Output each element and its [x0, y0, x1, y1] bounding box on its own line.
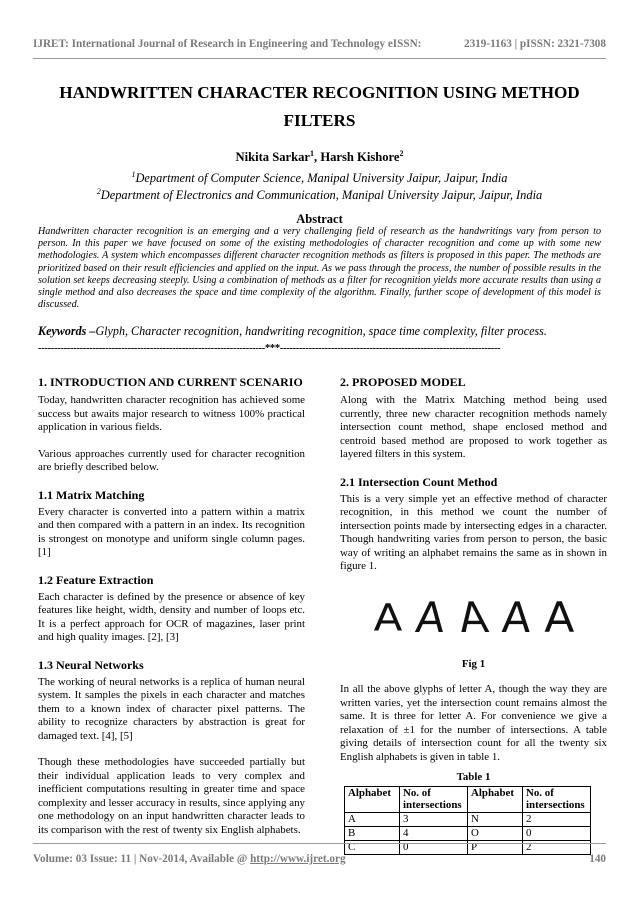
- abstract-heading: Abstract: [296, 212, 343, 226]
- running-footer: [33, 853, 606, 865]
- affiliation-1-text: Department of Computer Science, Manipal University Jaipur, Jaipur, India: [135, 171, 508, 185]
- affiliation-1-num: 1: [131, 169, 136, 179]
- keywords-label: Keywords –: [38, 324, 96, 338]
- table-cell: 2: [523, 840, 591, 854]
- section-1-para-1: Today, handwritten character recognition has achieved some success but awaits major research to witness 100% practical application in various fields.: [38, 394, 305, 433]
- footer-rule: [33, 843, 606, 844]
- section-1-2-heading: 1.2 Feature Extraction: [38, 572, 154, 587]
- section-1-1-heading: 1.1 Matrix Matching: [38, 487, 145, 502]
- table-cell: 3: [400, 812, 468, 826]
- section-2-1-heading: 2.1 Intersection Count Method: [340, 474, 498, 489]
- glyph-a-2: A: [413, 592, 448, 642]
- section-1-3-para-2: Though these methodologies have succeeded partially but their individual application leads to very complex and inefficient computations resulting in greater time and space complexity and lesser accuracy in results, since applying any one methodology on an input handwritten character leads to its comparison with the rest of twenty six English alphabets.: [38, 756, 305, 836]
- header-rule: [33, 58, 606, 59]
- author-1: Nikita Sarkar: [235, 150, 311, 164]
- author-1-sup: 1: [310, 148, 315, 158]
- table-header-count-1: No. of intersections: [400, 786, 468, 812]
- running-header: [33, 38, 606, 50]
- affiliation-2: [33, 188, 606, 203]
- section-1-heading: 1. INTRODUCTION AND CURRENT SCENARIO: [38, 375, 303, 389]
- abstract-text: Handwritten character recognition is an emerging and a very challenging field of research as the handwritings vary from person to person. In this paper we have focused on some of the existing methodologies of character recognition and come up with some new methodologies. A system which encompasses different character recognition methods as filters is proposed in this paper. The methods are prioritized based on their result efficiencies and applied on the input. As we pass through the process, the number of possible results in the solution set keeps decreasing steeply. Using a combination of methods as a filter for recognition yields more accurate results than using a single method and also decreases the space and time complexity of the algorithm. Finally, further scope of development of this model is discussed.: [38, 226, 601, 311]
- journal-link[interactable]: http://www.ijret.org: [250, 853, 346, 865]
- section-2-heading: 2. PROPOSED MODEL: [340, 375, 466, 389]
- table-cell: N: [468, 812, 523, 826]
- page-number: 140: [589, 853, 606, 865]
- table-cell: O: [468, 826, 523, 840]
- section-separator: -----------------------------------------------------------------------***---------------------------------------------------------------------: [38, 343, 501, 354]
- table-cell: P: [468, 840, 523, 854]
- title-line-1: HANDWRITTEN CHARACTER RECOGNITION USING METHOD: [59, 83, 580, 102]
- keywords-text: Glyph, Character recognition, handwriting recognition, space time complexity, filter process.: [95, 324, 547, 338]
- figure-1-handwritten-glyphs: [340, 592, 607, 644]
- author-2: Harsh Kishore: [320, 150, 400, 164]
- table-cell: B: [345, 826, 400, 840]
- table-header-alphabet-1: Alphabet: [345, 786, 400, 812]
- table-header-count-2: No. of intersections: [523, 786, 591, 812]
- affiliation-2-num: 2: [96, 186, 101, 196]
- section-1-3-para-1: The working of neural networks is a replica of human neural system. It samples the pixels in each character and matches them to a known index of character pixel patterns. The ability to recognize characters by abstraction is great for damaged text. [4], [5]: [38, 675, 305, 742]
- section-1-3-heading: 1.3 Neural Networks: [38, 657, 144, 672]
- table-cell: C: [345, 840, 400, 854]
- section-2-para: Along with the Matrix Matching method being used currently, three new character recognition methods namely intersection count method, shape enclosed method and centroid based method are proposed to work together as layered filters in this system.: [340, 394, 607, 460]
- issn: 2319-1163 | pISSN: 2321-7308: [463, 38, 606, 50]
- table-cell: 4: [400, 826, 468, 840]
- paper-title: [33, 79, 606, 135]
- authors: [33, 150, 606, 165]
- table-row: [345, 826, 591, 840]
- table-cell: A: [345, 812, 400, 826]
- glyph-a-4: A: [500, 592, 532, 642]
- table-header-row: [345, 786, 591, 812]
- section-1-1-para: Every character is converted into a pattern within a matrix and then compared with a pattern in an index. Its recognition is strongest on monotype and uniform single column pages. [1]: [38, 505, 305, 558]
- footer-volume-text: Volume: 03 Issue: 11 | Nov-2014, Available @: [33, 853, 251, 865]
- section-2-1-para: This is a very simple yet an effective method of character recognition, in this method we count the number of intersection points made by intersecting edges in a character. Though handwriting varies from person to person, the basic way of writing an alphabet remains the same as in shown in figure 1.: [340, 492, 607, 572]
- table-1: [344, 786, 591, 855]
- glyph-a-1: A: [373, 595, 403, 640]
- affiliation-2-text: Department of Electronics and Communication, Manipal University Jaipur, Jaipur, India: [100, 188, 543, 202]
- section-1-2-para: Each character is defined by the presence or absence of key features like height, width, density and number of loops etc. It is a perfect approach for OCR of magazines, laser print and high quality images. [2], [3]: [38, 590, 305, 643]
- title-line-2: FILTERS: [283, 111, 356, 130]
- keywords: [38, 324, 601, 339]
- table-header-alphabet-2: Alphabet: [468, 786, 523, 812]
- figure-1-caption: Fig 1: [461, 657, 486, 670]
- footer-volume: [33, 853, 346, 865]
- right-column: [340, 370, 607, 855]
- left-column: [38, 370, 305, 850]
- author-2-sup: 2: [399, 148, 404, 158]
- glyph-a-3: A: [455, 592, 492, 642]
- journal-name: IJRET: International Journal of Research in Engineering and Technology eISSN:: [33, 38, 422, 50]
- section-2-1-para-2: In all the above glyphs of letter A, though the way they are written varies, yet the intersection count remains almost the same. It is three for letter A. For convenience we give a relaxation of ±1 for the number of intersections. A table giving details of intersection count for all the twenty six English alphabets is given in table 1.: [340, 683, 607, 763]
- section-1-para-2: Various approaches currently used for character recognition are briefly described below.: [38, 447, 305, 473]
- table-cell: 0: [523, 826, 591, 840]
- table-1-caption: Table 1: [456, 771, 491, 783]
- author-sep: ,: [314, 150, 321, 164]
- table-row: [345, 812, 591, 826]
- glyph-a-5: A: [543, 592, 575, 642]
- table-cell: 0: [400, 840, 468, 854]
- table-cell: 2: [523, 812, 591, 826]
- affiliation-1: [33, 171, 606, 186]
